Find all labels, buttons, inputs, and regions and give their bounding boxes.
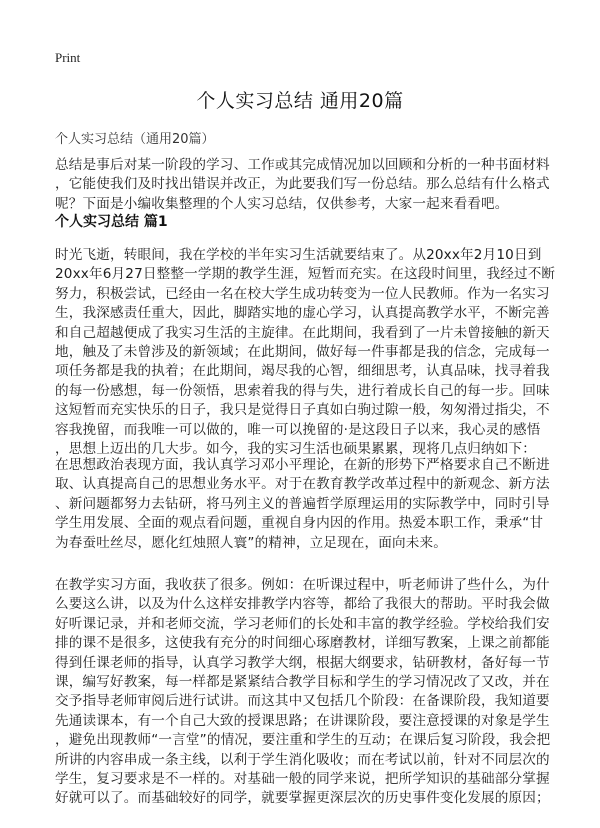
- text-line: 课，编写好教案，每一样都是紧紧结合教学目标和学生的学习情况改了又改，并在: [55, 674, 550, 691]
- text-line: 20xx年6月27日整整一学期的教学生涯，短暂而充实。在这段时间里，我经过不断: [55, 266, 556, 283]
- text-line: 努力，积极尝试，已经由一名在校大学生成功转变为一位人民教师。作为一名实习: [55, 285, 550, 302]
- text-line: 得到任课老师的指导，认真学习教学大纲，根据大纲要求，钻研教材，备好每一节: [55, 654, 550, 671]
- text-line: 排的课不是很多，这使我有充分的时间细心琢磨教材，详细写教案，上课之前都能: [55, 635, 550, 652]
- intro-paragraph: [55, 156, 553, 214]
- text-line: 和自己超越便成了我实习生活的主旋律。在此期间，我看到了一片未曾接触的新天: [55, 324, 550, 341]
- print-link[interactable]: Print: [55, 50, 81, 65]
- text-line: 在思想政治表现方面，我认真学习邓小平理论，在新的形势下严格要求自己不断进: [55, 457, 550, 473]
- body-paragraph-1: [55, 246, 556, 459]
- section-heading: 个人实习总结 篇1: [55, 214, 168, 230]
- text-line: 呢？下面是小编收集整理的个人实习总结，仅供参考，大家一起来看看吧。: [55, 195, 509, 212]
- text-line: 这短暂而充实快乐的日子，我只是觉得日子真如白驹过隙一般，匆匆滑过指尖，不: [55, 402, 550, 419]
- text-line: 交予指导老师审阅后进行试讲。而这其中又包括几个阶段：在备课阶段，我知道要: [55, 693, 550, 710]
- text-line: 总结是事后对某一阶段的学习、工作或其完成情况加以回顾和分析的一种书面材料: [55, 157, 550, 173]
- body-paragraph-2: [55, 456, 553, 553]
- text-line: 先通读课本，有一个自己大致的授课思路；在讲课阶段，要注意授课的对象是学生: [55, 712, 550, 729]
- body-paragraph-3: [55, 576, 553, 809]
- text-line: 项任务都是我的执着；在此期间，竭尽我的心智，细细思考，认真品味，找寻着我: [55, 363, 550, 380]
- text-line: 在教学实习方面，我收获了很多。例如：在听课过程中，听老师讲了些什么，为什: [55, 577, 550, 593]
- text-line: 学生用发展、全面的观点看问题，重视自身内因的作用。热爱本职工作，秉承“甘: [55, 515, 544, 532]
- text-line: ，避免出现教师“一言堂”的情况，要注重和学生的互动；在课后复习阶段，我会把: [55, 732, 551, 749]
- text-line: 么要这么讲，以及为什么这样安排教学内容等，都给了我很大的帮助。平时我会做: [55, 596, 550, 613]
- document-subtitle: 个人实习总结（通用20篇）: [55, 132, 215, 147]
- text-line: 所讲的内容串成一条主线，以利于学生消化吸收；而在考试以前，针对不同层次的: [55, 751, 550, 768]
- text-line: 好就可以了。而基础较好的同学，就要掌握更深层次的历史事件变化发展的原因；: [55, 790, 550, 807]
- text-line: 的每一份感想，每一份领悟，思索着我的得与失，进行着成长自己的每一步。回味: [55, 382, 550, 399]
- text-line: 、新问题都努力去钻研，将马列主义的普遍哲学原理运用的实际教学中，同时引导: [55, 495, 550, 512]
- text-line: 好听课记录，并和老师交流，学习老师们的长处和丰富的教学经验。学校给我们安: [55, 615, 550, 632]
- text-line: 地，触及了未曾涉及的新领域；在此期间，做好每一件事都是我的信念，完成每一: [55, 344, 550, 361]
- text-line: 时光飞逝，转眼间，我在学校的半年实习生活就要结束了。从20xx年2月10日到: [55, 247, 542, 263]
- document-title: 个人实习总结 通用20篇: [196, 90, 404, 112]
- text-line: 为春蚕吐丝尽，愿化红烛照人寰”的精神，立足现在，面向未来。: [55, 534, 448, 551]
- text-line: ，思想上迈出的几大步。如今，我的实习生活也硕果累累，现将几点归纳如下：: [55, 441, 537, 458]
- text-line: 取、认真提高自己的思想业务水平。对于在教育教学改革过程中的新观念、新方法: [55, 476, 550, 493]
- text-line: ，它能使我们及时找出错误并改正，为此要我们写一份总结。那么总结有什么格式: [55, 176, 550, 193]
- text-line: 学生，复习要求是不一样的。对基础一般的同学来说，把所学知识的基础部分掌握: [55, 771, 550, 788]
- text-line: 生，我深感责任重大，因此，脚踏实地的虚心学习，认真提高教学水平，不断完善: [55, 305, 550, 322]
- text-line: 容我挽留，而我唯一可以做的，唯一可以挽留的·是这段日子以来，我心灵的感悟: [55, 421, 541, 438]
